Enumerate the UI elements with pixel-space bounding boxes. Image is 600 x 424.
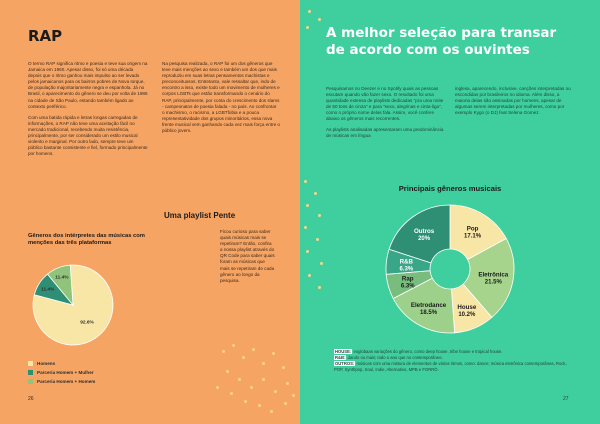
right-paragraph: Pesquisamos no Deezer e no Spotify quais as pessoas escutam quando vão fazer sexo. O resultado foi uma quantidade extensa de playlists dedicadas "pra uma noite de 50 tons de cinza" e para "sexo, alegrinas e cinta-liga", como o próprio nome delas fala. Assim, você confere abaixo os gêneros mais recorrentes. xyxy=(326,86,444,122)
note-tag: HOUSE: xyxy=(335,349,352,354)
legend-label: Parceria Homem + Mulher xyxy=(37,370,94,375)
legend-label: Homens xyxy=(37,361,56,366)
donut-category-label: Rap xyxy=(401,275,414,283)
pie-data-label: 92.6% xyxy=(80,320,94,326)
right-chart-title: Principais gêneros musicais xyxy=(398,184,502,193)
donut-category-label: Eletrodance xyxy=(410,301,447,309)
donut-value-label: 18.5% xyxy=(420,309,438,316)
donut-value-label: 20% xyxy=(418,235,431,242)
legend-label: Parceria Homem + Homem xyxy=(37,379,96,384)
page-number: 27 xyxy=(563,396,569,402)
left-column-2 xyxy=(162,61,280,139)
donut-value-label: 21.5% xyxy=(484,279,502,286)
left-chart-title: Gêneros dos intérpretes das músicas com menções das três plataformas xyxy=(28,233,145,246)
donut-value-label: 6.3% xyxy=(400,283,415,290)
legend-swatch xyxy=(28,370,33,375)
left-paragraph: Na pesquisa realizada, o RAP foi um dos gêneros que teve mais menções ao sexo e também um dos que mais reproduziu em suas letras pensamentos machistas e preconceituosos. Entretanto, vale ressaltar que, indo de encontro a isso, existe todo um movimento de mulheres e corpos LGBTs que estão transformando o cenário do RAP, principalmente, por conta do crescimento dos slams - campeonatos de poesia falada - no país. Ao confrontar o machismo, o racismo, a LGBTfobia e a pouca representatividade dos grupos minoritários, essa nova frente musical vem ganhando cada vez mais força entre o público jovem. xyxy=(162,61,280,134)
note-text: músicas com uma mistura de elementos de vários ritmos, como: dance; música eletrônica contemporânea, Rock, POP, Synthpop, Soul, Indie, Alternativo, MPB e FORRÓ. xyxy=(334,361,567,372)
chart-notes xyxy=(334,349,574,373)
right-paragraph: inglesa, aparecendo, inclusive, canções interpretadas ou escondidas por brasileiros no idioma. Além disso, a maioria delas são assinadas por homens, apesar de algumas serem interpretadas por mulheres, como por exemplo Kygo (o DJ) feat Selena Gomez. xyxy=(455,86,571,116)
pie-data-label: 11.4% xyxy=(55,275,69,281)
donut-category-label: House xyxy=(457,304,477,312)
note-text: englobaas variações do gênero, como deep house, tribe house e tropical house. xyxy=(352,349,503,354)
pie-data-label: 11.4% xyxy=(41,287,55,293)
page-title-selection: A melhor seleção para transar de acordo com os ouvintes xyxy=(326,25,557,58)
donut-category-label: Eletrônica xyxy=(478,271,509,279)
note-tag: OUTROS: xyxy=(335,361,355,366)
legend-item xyxy=(28,370,95,375)
right-page xyxy=(300,0,600,424)
genre-donut-chart xyxy=(370,199,530,339)
note-text: dando ou mais; todo o ano que no contemporâneo. xyxy=(346,355,443,360)
right-paragraph: As playlists analisadas apresentaram uma predominância de músicas em língua xyxy=(326,126,444,138)
right-column-1 xyxy=(326,86,444,143)
donut-value-label: 10.2% xyxy=(458,312,476,319)
playlist-text: Ficou curioso para saber quais músicas mais se repetiram? Então, confira a nossa playlist através do QR Code para saber quais foram as músicas que mais se repetiram de cada gênero ao longo da pesquisa. xyxy=(220,229,275,283)
right-column-2 xyxy=(455,86,573,120)
qr-code[interactable] xyxy=(171,230,213,272)
left-paragraph: O termo RAP significa ritmo e poesia e teve sua origem na Jamaica em 1960. Apesar disso, foi só uma década depois que o ritmo ganhou mais impulso ao ser levado pelos jamaicanos para os bairros pobres de Nova Iorque, de população majoritariamente negra e espanhola. Já no Brasil, o aparecimento do gênero se deu por volta de 1986 na cidade de São Paulo, estando também ligado ao contexto periférico. xyxy=(28,61,148,109)
legend-item xyxy=(28,361,95,366)
note-outros xyxy=(334,361,574,373)
donut-category-label: Pop xyxy=(466,225,479,233)
playlist-title: Uma playlist Pente xyxy=(164,211,236,220)
donut-value-label: 6.3% xyxy=(399,266,414,273)
legend-swatch xyxy=(28,379,33,384)
note-tag: R&B: xyxy=(335,355,346,360)
donut-value-label: 17.1% xyxy=(464,233,482,240)
donut-category-label: Outros xyxy=(413,227,435,235)
legend-swatch xyxy=(28,361,33,366)
left-chart-legend xyxy=(28,361,95,388)
page-number: 26 xyxy=(28,396,34,402)
left-column-1 xyxy=(28,61,148,162)
legend-item xyxy=(28,379,95,384)
page-title-rap: RAP xyxy=(28,27,63,45)
donut-category-label: R&B xyxy=(399,258,413,266)
gender-pie-chart xyxy=(30,262,116,348)
left-paragraph: Com uma batida rápida e letras longas carregadas de informações, o RAP não teve uma aceitação fácil no mercado tradicional, recebendo muita resistência, principalmente, por ser considerado um estilo musical violento e marginal. Por outro lado, sempre teve um público bastante consistente e fiel, formado principalmente por homens. xyxy=(28,114,148,157)
